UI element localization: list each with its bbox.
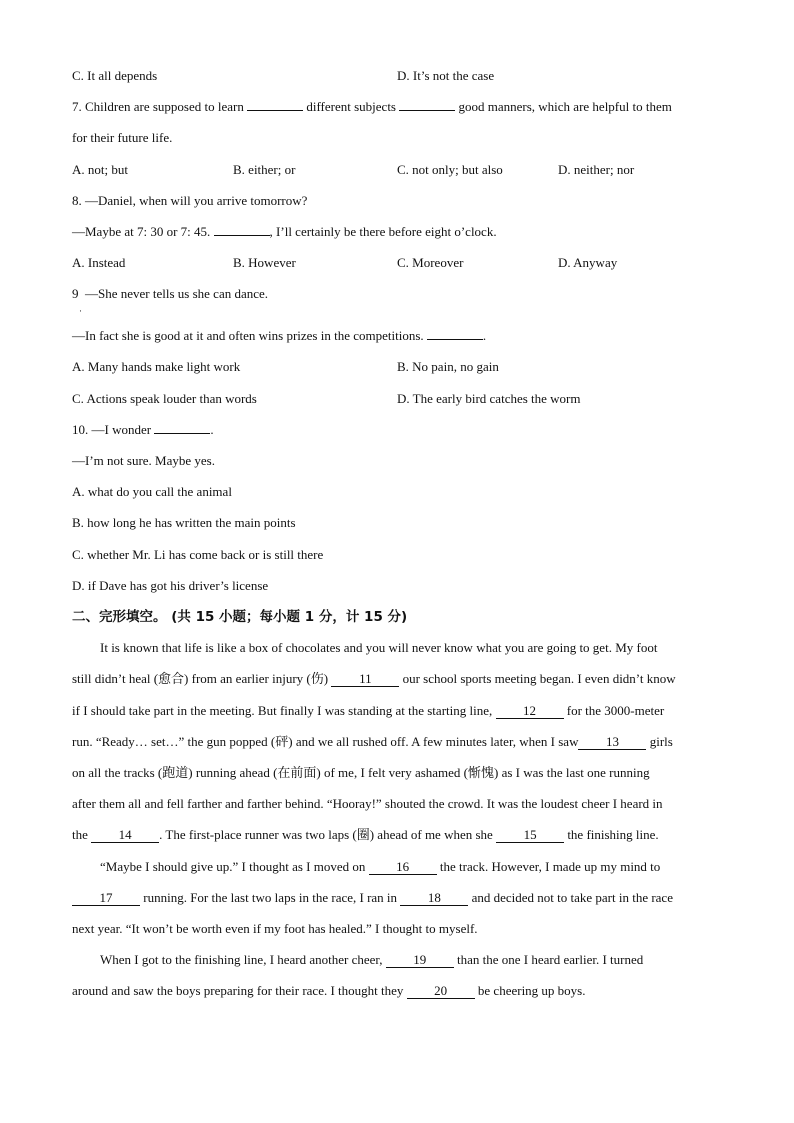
passage-text: our school sports meeting began. I even didn’t know <box>402 671 676 686</box>
q7-stem-part2: different subjects <box>306 99 396 114</box>
blank-17: 17 <box>72 890 140 906</box>
answer-blank <box>247 110 303 111</box>
q10-stem-text: 10. —I wonder <box>72 422 152 437</box>
passage-text: “Maybe I should give up.” I thought as I moved on <box>100 859 366 874</box>
q7-option-c: C. not only; but also <box>397 162 503 177</box>
passage-line <box>72 889 722 907</box>
answer-blank <box>399 110 455 111</box>
passage-line <box>72 826 722 844</box>
q8-option-d: D. Anyway <box>558 255 618 270</box>
section-info: (共 15 小题；每小题 1 分，计 15 分) <box>171 609 408 625</box>
passage-line <box>100 858 750 876</box>
q6-option-c: C. It all depends <box>72 68 158 83</box>
blank-16: 16 <box>369 859 437 875</box>
q7-stem-part3: good manners, which are helpful to them <box>458 99 672 114</box>
blank-14: 14 <box>91 827 159 843</box>
q9-reply-end: . <box>482 328 487 343</box>
q8-option-b: B. However <box>233 255 296 270</box>
q10-option-a: A. what do you call the animal <box>72 484 232 499</box>
passage-line <box>100 951 750 969</box>
passage-text: running. For the last two laps in the race, I ran in <box>143 890 398 905</box>
q10-option-d: D. if Dave has got his driver’s license <box>72 578 269 593</box>
q9-option-a: A. Many hands make light work <box>72 359 241 374</box>
q9-option-d: D. The early bird catches the worm <box>397 391 581 406</box>
passage-text: still didn’t heal (愈合) from an earlier injury (伤) <box>72 671 329 686</box>
answer-blank <box>214 235 270 236</box>
section-title: 二、完形填空。 <box>72 609 167 625</box>
q6-option-d: D. It’s not the case <box>397 68 495 83</box>
q8-reply <box>72 223 497 241</box>
passage-text: if I should take part in the meeting. But finally I was standing at the starting line, <box>72 703 493 718</box>
passage-text: be cheering up boys. <box>477 983 586 998</box>
q7-option-b: B. either; or <box>233 162 296 177</box>
q8-option-c: C. Moreover <box>397 255 464 270</box>
passage-line <box>72 702 722 720</box>
blank-13: 13 <box>578 734 646 750</box>
q7-stem-part1: 7. Children are supposed to learn <box>72 99 244 114</box>
q9-option-b: B. No pain, no gain <box>397 359 499 374</box>
q10-stem <box>72 421 214 439</box>
answer-blank <box>154 433 210 434</box>
passage-line <box>72 670 722 688</box>
blank-20: 20 <box>407 983 475 999</box>
passage-text: . The first-place runner was two laps (圈) ahead of me when she <box>159 827 493 842</box>
q9-stem-text: —She never tells us she can dance. <box>85 286 269 301</box>
q9-reply <box>72 327 486 345</box>
passage-text: the finishing line. <box>567 827 659 842</box>
q10-option-c: C. whether Mr. Li has come back or is still there <box>72 547 324 562</box>
passage-text: and decided not to take part in the race <box>471 890 673 905</box>
blank-12: 12 <box>496 703 564 719</box>
passage-line: after them all and fell farther and farther behind. “Hooray!” shouted the crowd. It was the loudest cheer I heard in <box>72 796 663 811</box>
q9-stem <box>72 285 268 303</box>
answer-blank <box>427 339 483 340</box>
blank-18: 18 <box>400 890 468 906</box>
blank-19: 19 <box>386 952 454 968</box>
passage-line <box>72 982 722 1000</box>
q9-dot: · <box>79 306 82 316</box>
q10-option-b: B. how long he has written the main points <box>72 515 296 530</box>
blank-11: 11 <box>331 671 399 687</box>
section-heading <box>72 608 407 626</box>
passage-line <box>72 733 722 751</box>
q7-option-d: D. neither; nor <box>558 162 635 177</box>
passage-text: than the one I heard earlier. I turned <box>457 952 644 967</box>
passage-line: It is known that life is like a box of chocolates and you will never know what you are going to get. My foot <box>100 640 658 655</box>
q7-stem <box>72 98 672 116</box>
passage-text: When I got to the finishing line, I heard another cheer, <box>100 952 383 967</box>
passage-text: girls <box>649 734 673 749</box>
q9-reply-text: —In fact she is good at it and often wins prizes in the competitions. <box>72 328 424 343</box>
passage-text: run. “Ready… set…” the gun popped (砰) and we all rushed off. A few minutes later, when I saw <box>72 734 579 749</box>
q8-reply-part1: —Maybe at 7: 30 or 7: 45. <box>72 224 211 239</box>
q8-option-a: A. Instead <box>72 255 126 270</box>
passage-text: the <box>72 827 88 842</box>
q9-option-c: C. Actions speak louder than words <box>72 391 257 406</box>
blank-15: 15 <box>496 827 564 843</box>
q8-stem: 8. —Daniel, when will you arrive tomorrow? <box>72 193 308 208</box>
passage-text: for the 3000-meter <box>566 703 665 718</box>
q7-option-a: A. not; but <box>72 162 128 177</box>
q10-reply: —I’m not sure. Maybe yes. <box>72 453 215 468</box>
passage-text: the track. However, I made up my mind to <box>439 859 661 874</box>
passage-line: next year. “It won’t be worth even if my foot has healed.” I thought to myself. <box>72 921 478 936</box>
q7-stem-line2: for their future life. <box>72 130 173 145</box>
passage-line: on all the tracks (跑道) running ahead (在前面) of me, I felt very ashamed (惭愧) as I was the last one running <box>72 765 650 780</box>
q8-reply-part2: , I’ll certainly be there before eight o’clock. <box>269 224 497 239</box>
q9-number: 9 <box>72 286 79 301</box>
q10-stem-end: . <box>210 422 214 437</box>
passage-text: around and saw the boys preparing for their race. I thought they <box>72 983 404 998</box>
